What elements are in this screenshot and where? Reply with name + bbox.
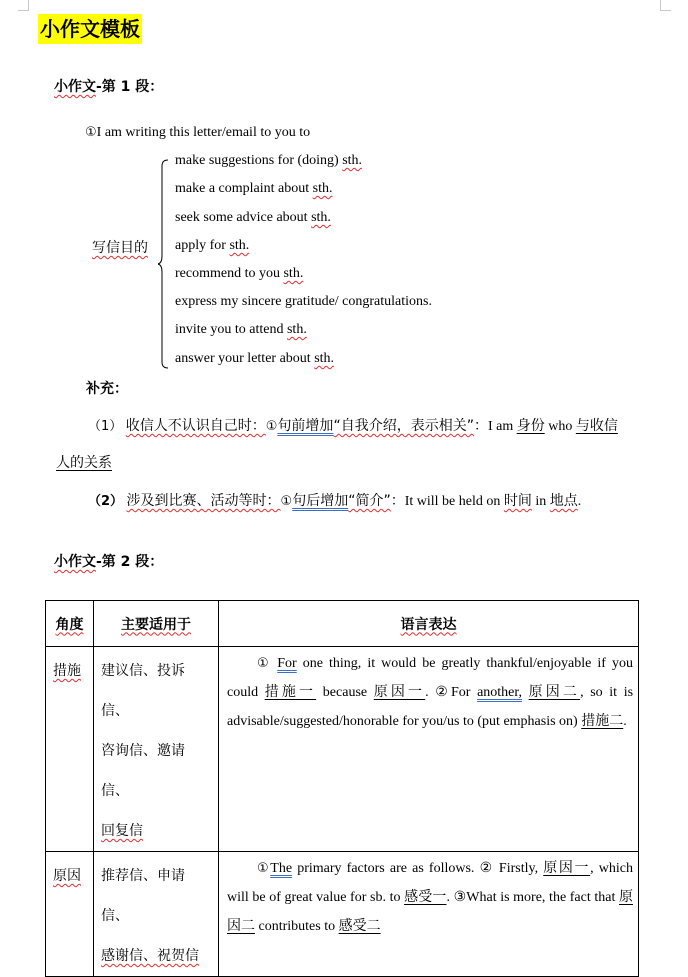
circled-number: ①: [265, 419, 278, 434]
purpose-tail: sth.: [286, 322, 307, 337]
heading-cn: 小作文: [54, 554, 96, 570]
expression-text: contributes to: [255, 919, 339, 934]
header-text: 角度: [55, 616, 84, 633]
purpose-list-item: [175, 210, 331, 226]
purpose-list-item: [175, 266, 303, 282]
type-line: 感谢信、祝贺信: [101, 948, 199, 964]
expression-text: . ③What is more, the fact that: [446, 890, 619, 905]
placeholder: 措施一: [264, 684, 317, 700]
expression-text: because: [316, 685, 374, 700]
purpose-list-item: [175, 153, 362, 169]
identity-text: 身份: [516, 418, 545, 434]
keyword: another,: [477, 685, 522, 700]
supplement-label: 补充：: [86, 381, 128, 397]
purpose-tail: sth.: [283, 266, 304, 281]
expression-table: [45, 600, 639, 977]
angle-text: 措施: [53, 663, 81, 679]
table-row: [46, 647, 639, 852]
angle-text: 原因: [53, 868, 81, 884]
supplement-item-1-cont: [56, 452, 112, 472]
supplement-item-1: [88, 415, 618, 435]
types-cell: [94, 852, 219, 977]
purpose-list-item: [175, 181, 332, 197]
purpose-tail: sth.: [311, 210, 331, 225]
placeholder: 原因一: [373, 684, 426, 700]
section-heading-para2: [54, 551, 163, 571]
expression-cell: [219, 647, 639, 852]
types-cell: [94, 647, 219, 852]
circled-number: ①: [85, 125, 97, 140]
purpose-label: [92, 237, 148, 257]
purpose-list-item: [175, 294, 432, 310]
type-line: 咨询信、邀请信、: [101, 743, 185, 799]
expression-text: one thing, it would be greatly thankful/enjoyable if you could: [227, 656, 633, 700]
purpose-tail: sth.: [342, 153, 363, 168]
in-text: in: [531, 494, 550, 509]
purpose-tail: sth.: [229, 238, 250, 253]
condition-text: 收信人不认识自己时：: [125, 418, 266, 434]
relation-text-cont: 人的关系: [56, 455, 112, 471]
table-header-row: [46, 601, 639, 647]
opening-text: I am writing this letter/email to you to: [96, 125, 311, 140]
purpose-text: make suggestions for (doing): [175, 153, 343, 168]
section-heading-para1: [54, 76, 163, 96]
keyword: For: [277, 656, 297, 671]
header-text: 主要适用于: [121, 616, 191, 633]
expression-text: .: [623, 714, 627, 729]
heading-rest: -第 1 段：: [96, 79, 164, 95]
item-number: （1）: [88, 419, 123, 434]
quote-text: “简介”: [348, 493, 391, 509]
expression-text: , which will be of great value for sb. to: [227, 861, 634, 905]
document-title: 小作文模板: [38, 14, 142, 44]
placeholder: 感受二: [338, 918, 381, 934]
purpose-text: seek some advice about: [175, 210, 312, 225]
type-line: 建议信、投诉信、: [101, 663, 185, 719]
colon-text: ：I am: [473, 419, 517, 434]
angle-cell: [46, 647, 94, 852]
header-text: 语言表达: [400, 616, 457, 633]
who-text: who: [544, 419, 576, 434]
purpose-text: express my sincere gratitude/ congratulations.: [175, 294, 432, 309]
expression-text: , so it is advisable/suggested/honorable for you/us to (put emphasis on): [227, 685, 634, 729]
purpose-list-item: [175, 322, 307, 338]
header-cell: [46, 601, 94, 647]
expression-text: primary factors are as follows. ② Firstly,: [292, 861, 544, 876]
type-line: 推荐信、申请信、: [101, 868, 185, 924]
purpose-list-item: [175, 351, 334, 367]
expression-cell: [219, 852, 639, 977]
opening-sentence: [85, 125, 310, 141]
page-corner-mark: [660, 0, 671, 11]
circled-number: ①: [257, 656, 272, 671]
item-number: （2）: [88, 494, 124, 509]
circled-number: ①: [257, 861, 271, 876]
purpose-text: recommend to you: [175, 266, 284, 281]
purpose-text: apply for: [175, 238, 230, 253]
placeholder: 原因二: [227, 889, 633, 934]
circled-number: ①: [280, 494, 293, 509]
action-text: 句后增加: [292, 493, 349, 509]
action-text: 句前增加: [277, 418, 334, 434]
header-cell: [219, 601, 639, 647]
expression-text: . ②For: [425, 685, 478, 700]
end-text: .: [577, 494, 582, 509]
placeholder: 原因一: [543, 860, 591, 876]
table-row: [46, 852, 639, 977]
purpose-text: make a complaint about: [175, 181, 313, 196]
place-text: 地点: [549, 493, 578, 509]
page-corner-mark: [18, 0, 29, 11]
purpose-list-item: [175, 238, 249, 254]
placeholder: 原因二: [528, 684, 581, 700]
heading-cn: 小作文: [54, 79, 96, 95]
placeholder: 措施二: [581, 713, 624, 729]
header-cell: [94, 601, 219, 647]
purpose-text: invite you to attend: [175, 322, 287, 337]
purpose-tail: sth.: [312, 181, 333, 196]
placeholder: 感受一: [404, 889, 447, 905]
condition-text: 涉及到比赛、活动等时：: [126, 493, 281, 509]
expression-text: [522, 685, 529, 700]
colon-text: ：It will be held on: [390, 494, 504, 509]
quote-text: “自我介绍，表示相关”: [333, 418, 474, 434]
keyword: The: [270, 861, 293, 876]
heading-rest: -第 2 段：: [96, 554, 164, 570]
type-line: 回复信: [101, 823, 143, 839]
purpose-label-text: 写信目的: [92, 240, 148, 256]
purpose-tail: sth.: [314, 351, 335, 366]
time-text: 时间: [503, 493, 532, 509]
supplement-item-2: [88, 490, 581, 510]
purpose-text: answer your letter about: [175, 351, 315, 366]
angle-cell: [46, 852, 94, 977]
relation-text: 与收信: [575, 418, 618, 434]
